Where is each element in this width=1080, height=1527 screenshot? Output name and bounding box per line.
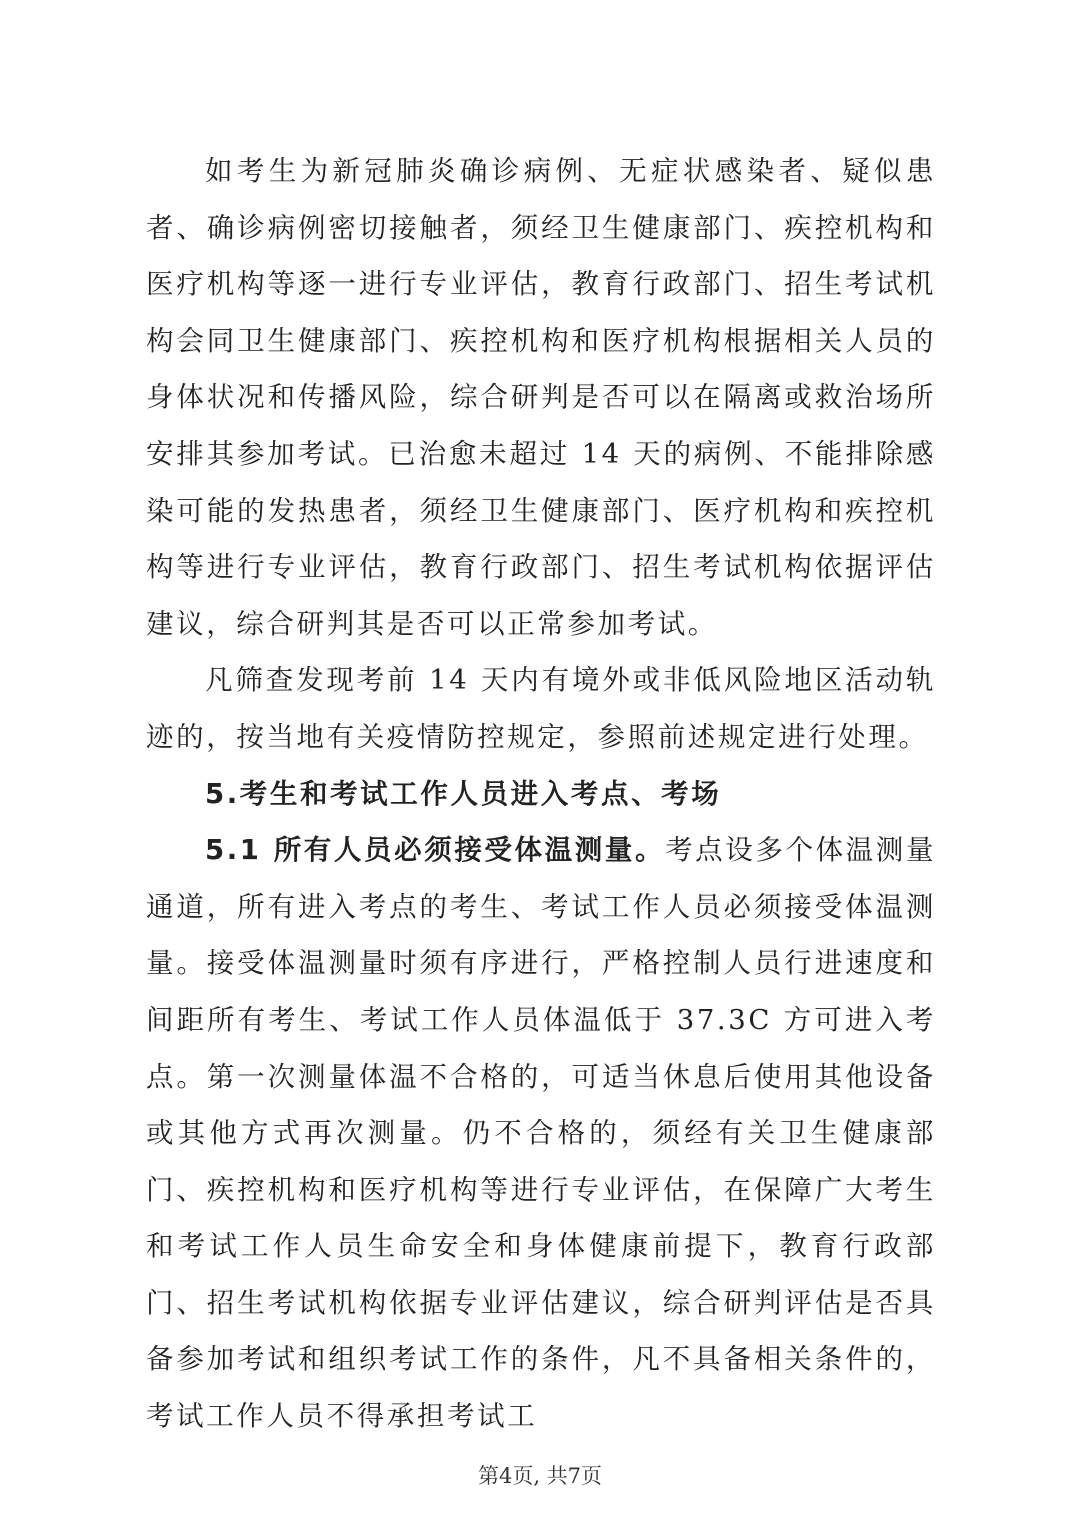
section-heading: 5.考生和考试工作人员进入考点、考场 <box>205 777 722 810</box>
paragraph-exam-eligibility: 如考生为新冠肺炎确诊病例、无症状感染者、疑似患者、确诊病例密切接触者，须经卫生健康部门、疾控机构和医疗机构等逐一进行专业评估，教育行政部门、招生考试机构会同卫生健康部门、疾控机构和医疗机构根据相关人员的身体状况和传播风险，综合研判是否可以在隔离或救治场所安排其参加考试。已治愈未超过 14 天的病例、不能排除感染可能的发热患者，须经卫生健康部门、医疗机构和疾控机构等进行专业评估，教育行政部门、招生考试机构依据评估建议，综合研判其是否可以正常参加考试。 <box>146 155 936 640</box>
paragraph-travel-screening: 凡筛查发现考前 14 天内有境外或非低风险地区活动轨迹的，按当地有关疫情防控规定，参照前述规定进行处理。 <box>146 664 936 753</box>
document-body <box>146 143 936 1445</box>
subsection-text: 考点设多个体温测量通道，所有进入考点的考生、考试工作人员必须接受体温测量。接受体温测量时须有序进行，严格控制人员行进速度和间距所有考生、考试工作人员体温低于 37.3C 方可进入考点。第一次测量体温不合格的，可适当休息后使用其他设备或其他方式再次测量。仍不合格的，须经有关卫生健康部门、疾控机构和医疗机构等进行专业评估，在保障广大考生和考试工作人员生命安全和身体健康前提下，教育行政部门、招生考试机构依据专业评估建议，综合研判评估是否具备参加考试和组织考试工作的条件，凡不具备相关条件的，考试工作人员不得承担考试工 <box>146 834 936 1433</box>
subsection-heading: 5.1 所有人员必须接受体温测量。 <box>205 834 666 867</box>
paragraph-temperature-check <box>146 822 936 1445</box>
page-number-footer: 第4页, 共7页 <box>477 1464 603 1488</box>
